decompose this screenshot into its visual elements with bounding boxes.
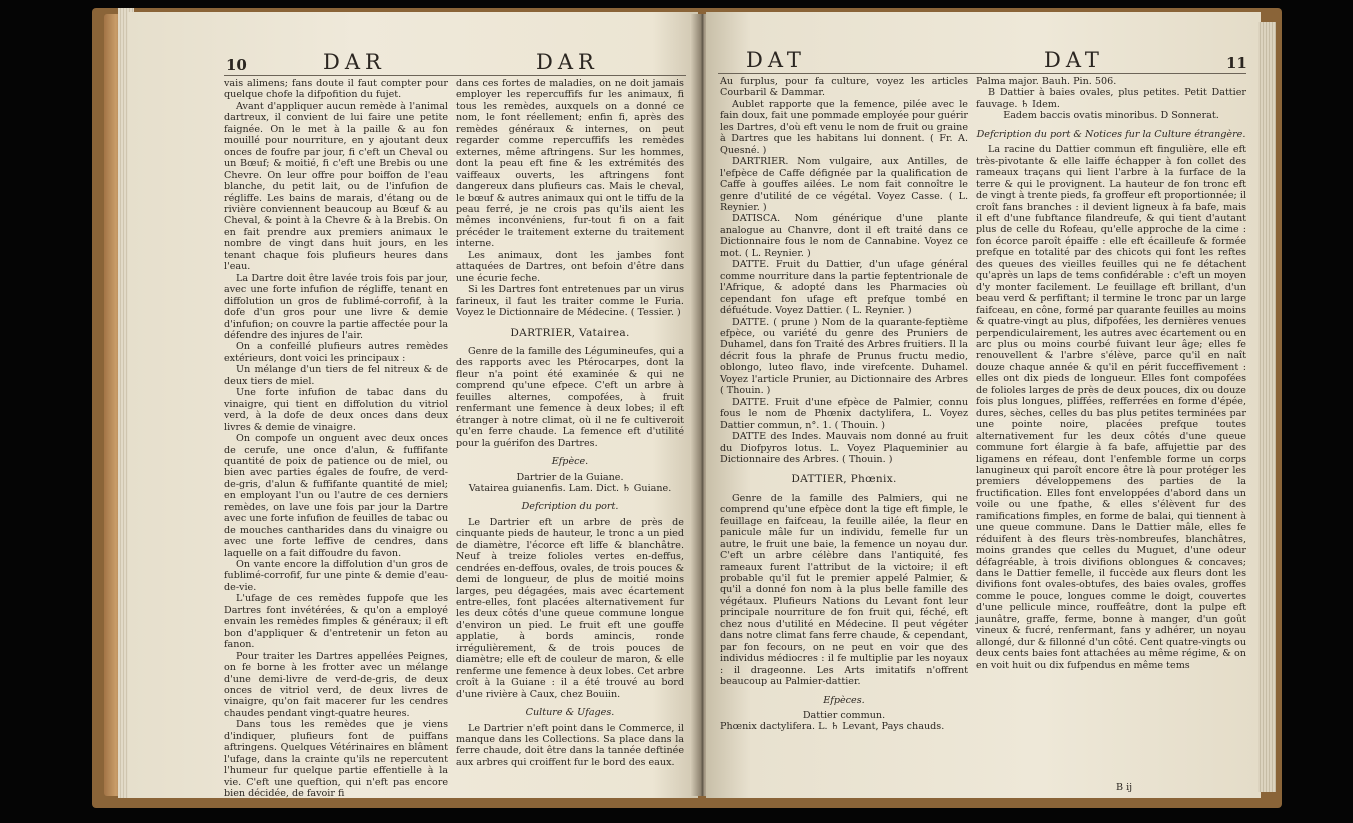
page-edges-right bbox=[1258, 22, 1276, 792]
right-running-head-1: DAT bbox=[746, 48, 806, 72]
left-head-rule bbox=[224, 75, 686, 76]
right-page-number: 11 bbox=[1226, 54, 1247, 72]
signature-mark: B ij bbox=[1116, 782, 1133, 793]
right-col1-paragraph: DARTRIER. Nom vulgaire, aux Antilles, de l'efpèce de Caffe défignée par la qualification de Caffe à gouffes ailées. Le nom fait connoître le genre d'utilité de ce végétal. Voyez Casse. ( L. Reynier. ) bbox=[720, 156, 968, 213]
left-col2-paragraph: Culture & Ufages. bbox=[525, 707, 615, 719]
right-column-2 bbox=[976, 76, 1246, 776]
right-col2-paragraph: Defcription du port & Notices fur la Culture étrangère. bbox=[976, 128, 1246, 140]
left-col2-paragraph: dans ces fortes de maladies, on ne doit jamais employer les repercuffifs fur les animaux, fi tous les remèdes, auxquels on a donné ce nom, le font réellement; enfin fi, après des remèdes généraux & internes, on peut regarder comme repercuffifs les remèdes externes, même aftringens. Sur les hommes, dont la peau eft fine & les extrémités des vaiffeaux ouverts, les aftringens font dangereux dans plufieurs cas. Mais le cheval, le bœuf & autres animaux qui ont le tiffu de la peau ferré, je ne crois pas qu'ils aient les mêmes inconvéniens, fur-tout fi on a fait précéder le traitement externe du traitement interne. bbox=[456, 78, 684, 250]
left-col1-paragraph: La Dartre doit être lavée trois fois par jour, avec une forte infufion de régliffe, tenant en diffolution un gros de fublimé-corrofif, à la dofe d'un gros pour une livre & demie d'infufion; on couvre la partie affectée pour la défendre des injures de l'air. bbox=[224, 272, 448, 341]
left-col2-paragraph: Le Dartrier n'eft point dans le Commerce, il manque dans les Collections. Sa place dans la ferre chaude, doit être dans la tannée deftinée aux arbres qui croiffent fur le bord des eaux. bbox=[456, 722, 684, 768]
right-col1-paragraph: Dattier commun. bbox=[802, 710, 886, 722]
left-column-1 bbox=[224, 78, 448, 798]
right-col1-paragraph: Efpèces. bbox=[823, 694, 865, 706]
right-col1-paragraph: DATTE. Fruit d'une efpèce de Palmier, connu fous le nom de Phœnix dactylifera, L. Voyez Dattier commun, n°. 1. ( Thouin. ) bbox=[720, 396, 968, 431]
left-col1-paragraph: On a confeillé plufieurs autres remèdes extérieurs, dont voici les principaux : bbox=[224, 341, 448, 364]
left-page-number: 10 bbox=[226, 56, 247, 74]
left-col1-paragraph: Une forte infufion de tabac dans du vinaigre, qui tient en diffolution du vitriol verd, à la dofe de deux onces dans deux livres & demie de vinaigre. bbox=[224, 387, 448, 433]
right-col1-paragraph: DATTE. ( prune ) Nom de la quarante-feptième efpèce, ou variété du genre des Pruniers de Duhamel, dans fon Traité des Arbres fruitiers. Il la décrit fous la phrafe de Prunus fructu medio, oblongo, luteo flavo, inde virefcente. Duhamel. Voyez l'article Prunier, au Dictionnaire des Arbres ( Thouin. ) bbox=[720, 316, 968, 397]
right-col2-paragraph: B Dattier à baies ovales, plus petites. Petit Dattier fauvage. ♄ Idem. bbox=[976, 87, 1246, 110]
left-col1-paragraph: Avant d'appliquer aucun remède à l'animal dartreux, il convient de lui faire une petite faignée. On le met à la paille & au fon mouillé pour nourriture, en y ajoutant deux onces de foufre par jour, fi c'eft un Cheval ou un Bœuf; & moitié, fi c'eft une Brebis ou une Chevre. On leur offre pour boiffon de l'eau blanche, du petit lait, ou de l'infufion de régliffe. Les bains de marais, d'étang ou de rivière conviennent beaucoup au Bœuf & au Cheval, & point à la Chevre & à la Brebis. On en fait prendre aux premiers animaux le nombre de vingt dans huit jours, en les tenant chaque fois plufieurs heures dans l'eau. bbox=[224, 100, 448, 273]
left-col2-paragraph: Les animaux, dont les jambes font attaquées de Dartres, ont befoin d'être dans une écurie feche. bbox=[456, 249, 684, 284]
right-col1-paragraph: Genre de la famille des Palmiers, qui ne comprend qu'une efpèce dont la tige eft fimple, le feuillage en faifceau, la feuille ailée, la fleur en panicule mâle fur un individu, femelle fur un autre, le fruit une baie, la femence un noyau dur. C'eft un arbre célèbre dans l'antiquité, fes rameaux furent l'attribut de la victoire; il eft probable qu'il fut le premier appelé Palmier, & qu'il a donné fon nom à la plus belle famille des végétaux. Plufieurs Nations du Levant font leur principale nourriture de fon fruit qui, féché, eft chez nous d'utilité en Médecine. Il peut végéter dans notre climat fans ferre chaude, & cependant, par fon fecours, on ne peut en voir que des individus médiocres : il fe multiplie par les noyaux : il drageonne. Les Arts imitatifs n'offrent beaucoup au Palmier-dattier. bbox=[720, 492, 968, 688]
right-col2-paragraph: La racine du Dattier commun eft fingulière, elle eft très-pivotante & elle laiffe échapper à fon collet des rameaux traçans qui lient l'arbre à la furface de la terre & qui le provignent. La hauteur de fon tronc eft de vingt à trente pieds, fa groffeur eft proportionnée; il croît fans branches : il devient ligneux à fa bafe, mais il eft d'une fubftance filandreufe, & qui tient d'autant plus de celle du Rofeau, qu'elle approche de la cime : fon écorce paroît épaiffe : elle eft écailleufe & formée prefque en totalité par des chicots qui font les reftes des queues des vieilles feuilles qui ne fe détachent qu'après un laps de tems confidérable : c'eft un moyen d'y monter facilement. Le feuillage eft brillant, d'un beau verd & perfiftant; il termine le tronc par un large faifceau, en cône, formé par quarante feuilles au moins & quatre-vingt au plus, difpofées, les dernières venues perpendiculairement, les autres avec écartement ou en arc plus ou moins courbé fuivant leur âge; elles fe renouvellent & l'arbre s'élève, parce qu'il en naît douze chaque année & qu'il en périt fucceffivement : elles ont dix pieds de longueur. Elles font compofées de folioles larges de près de deux pouces, dix ou douze fois plus longues, pliffées, refferrées en forme d'épée, dures, sèches, celles du bas plus petites terminées par une pointe noire, placées prefque toutes alternativement fur les deux côtés d'une queue commune fort élargie à fa bafe, affujettie par des ligamens en réfeau, dont l'enfemble forme un corps lanugineux qui paroît encore être là pour protéger les premiers développemens des parties de la fructification. Elles font enveloppées d'abord dans un voile ou une fpathe, & elles s'élèvent fur des ramifications fimples, en forme de balai, qui tiennent à une queue commune. Dans le Dattier mâle, elles fe réduifent à des fleurs très-nombreufes, blanchâtres, moins grandes que celles du Muguet, d'une odeur défagréable, à trois divifions oblongues & concaves; dans le Dattier femelle, il fuccède aux fleurs dont les divifions font ovales-obtufes, des baies ovales, groffes comme le pouce, longues comme le doigt, couvertes d'une pellicule mince, rouffeâtre, dont la pulpe eft jaunâtre, graffe, ferme, bonne à manger, d'un goût vineux & fucré, renfermant, fans y adhérer, un noyau allongé, dur & fillonné d'un côté. Cent quatre-vingts ou deux cents baies font attachées au même régime, & on en voit huit ou dix fufpendus en même tems bbox=[976, 144, 1246, 671]
left-col2-paragraph: Si les Dartres font entretenues par un virus farineux, il faut les traiter comme le Furia. Voyez le Dictionnaire de Médecine. ( Tessier. ) bbox=[456, 284, 684, 319]
left-col2-paragraph: Defcription du port. bbox=[521, 501, 619, 513]
right-col1-paragraph: Au furplus, pour fa culture, voyez les articles Courbaril & Dammar. bbox=[720, 76, 968, 99]
left-running-head-1: DAR bbox=[323, 50, 386, 74]
left-col2-paragraph: Vatairea guianenfis. Lam. Dict. ♄ Guiane. bbox=[468, 482, 672, 494]
left-col1-paragraph: L'ufage de ces remèdes fuppofe que les Dartres font invétérées, & qu'on a employé envain les remèdes fimples & généraux; il eft bon d'appliquer & d'entretenir un feton au fanon. bbox=[224, 593, 448, 651]
left-col1-paragraph: Un mélange d'un tiers de fel nitreux & de deux tiers de miel. bbox=[224, 364, 448, 387]
right-col1-paragraph: Phœnix dactylifera. L. ♄ Levant, Pays chauds. bbox=[720, 721, 945, 733]
right-head-rule bbox=[718, 73, 1246, 74]
left-col2-paragraph: Le Dartrier eft un arbre de près de cinquante pieds de hauteur, le tronc a un pied de diamètre, l'écorce eft liffe & blanchâtre. Neuf à treize folioles vertes en-deffus, cendrées en-deffous, ovales, de trois pouces & demi de longueur, de plus de moitié moins larges, peu dégagées, mais avec écartement entre-elles, font placées alternativement fur les deux côtés d'une queue commune longue d'environ un pied. Le fruit eft une gouffe applatie, à bords amincis, ronde irrégulièrement, & de trois pouces de diamètre; elle eft de couleur de maron, & elle renferme une femence à deux lobes. Cet arbre croît à la Guiane : il a été trouvé au bord d'une rivière à Caux, chez Bouiin. bbox=[456, 516, 684, 700]
right-page bbox=[706, 12, 1261, 798]
right-column-1 bbox=[720, 76, 968, 776]
right-running-head-2: DAT bbox=[1044, 48, 1104, 72]
left-page bbox=[128, 12, 698, 798]
left-column-2 bbox=[456, 78, 684, 790]
left-col1-paragraph: Dans tous les remèdes que je viens d'indiquer, plufieurs font de puiffans aftringens. Quelques Vétérinaires en blâment l'ufage, dans la crainte qu'ils ne repercutent l'humeur fur quelque partie effentielle à la vie. C'eft une queftion, qui n'eft pas encore bien décidée, de favoir fi bbox=[224, 719, 448, 798]
left-col2-paragraph: Efpèce. bbox=[551, 456, 589, 468]
right-col2-paragraph: Palma major. Bauh. Pin. 506. bbox=[976, 76, 1117, 87]
left-col1-paragraph: On vante encore la diffolution d'un gros de fublimé-corrofif, fur une pinte & demie d'eau-de-vie. bbox=[224, 559, 448, 593]
right-col1-paragraph: DATTE. Fruit du Dattier, d'un ufage général comme nourriture dans la partie feptentrionale de l'Afrique, & adopté dans les Pharmacies où cependant fon ufage eft prefque tombé en défuétude. Voyez Dattier. ( L. Reynier. ) bbox=[720, 259, 968, 317]
right-col1-paragraph: DATTIER, Phœnix. bbox=[791, 473, 897, 486]
left-col1-paragraph: On compofe un onguent avec deux onces de cerufe, une once d'alun, & fuffifante quantité de poix de patience ou de miel, ou bien avec parties égales de foufre, de verd-de-gris, d'alun & fuffifante quantité de miel; en employant l'un ou l'autre de ces derniers remèdes, on lave une fois par jour la Dartre avec une forte infufion de feuilles de tabac ou de mouches cantharides dans du vinaigre ou avec une forte leffive de cendres, dans laquelle on a fait diffoudre du favon. bbox=[224, 433, 448, 559]
left-col1-paragraph: vais alimens; fans doute il faut compter pour quelque chofe la difpofition du fujet. bbox=[224, 78, 448, 101]
left-col2-paragraph: Dartrier de la Guiane. bbox=[516, 471, 624, 483]
left-col2-paragraph: Genre de la famille des Légumineufes, qui a des rapports avec les Ptérocarpes, dont la fleur n'a point été examinée & qui ne comprend qu'une efpece. C'eft un arbre à feuilles alternes, compofées, à fruit renfermant une femence à deux lobes; il eft étranger à notre climat, où il ne fe cultiveroit qu'en ferre chaude. La femence eft d'utilité pour la guérifon des Dartres. bbox=[456, 345, 684, 449]
left-running-head-2: DAR bbox=[536, 50, 599, 74]
right-col1-paragraph: DATTE des Indes. Mauvais nom donné au fruit du Diofpyros lotus. L. Voyez Plaqueminier au Dictionnaire des Arbres. ( Thouin. ) bbox=[720, 431, 968, 465]
right-col2-paragraph: Eadem baccis ovatis minoribus. D Sonnerat. bbox=[1003, 110, 1219, 122]
left-col2-paragraph: DARTRIER, Vatairea. bbox=[510, 326, 630, 339]
right-col1-paragraph: Aublet rapporte que la femence, pilée avec le fain doux, fait une pommade employée pour guérir les Dartres, d'où eft venu le nom de fruit ou graine à Dartres que les habitans lui donnent. ( Fr. A. Quesné. ) bbox=[720, 98, 968, 156]
right-col1-paragraph: DATISCA. Nom générique d'une plante analogue au Chanvre, dont il eft traité dans ce Dictionnaire fous le nom de Cannabine. Voyez ce mot. ( L. Reynier. ) bbox=[720, 213, 968, 259]
left-col1-paragraph: Pour traiter les Dartres appellées Peignes, on fe borne à les frotter avec un mélange d'une demi-livre de verd-de-gris, de deux onces de vitriol verd, de deux livres de vinaigre, qu'on fait macerer fur les cendres chaudes pendant vingt-quatre heures. bbox=[224, 650, 448, 719]
